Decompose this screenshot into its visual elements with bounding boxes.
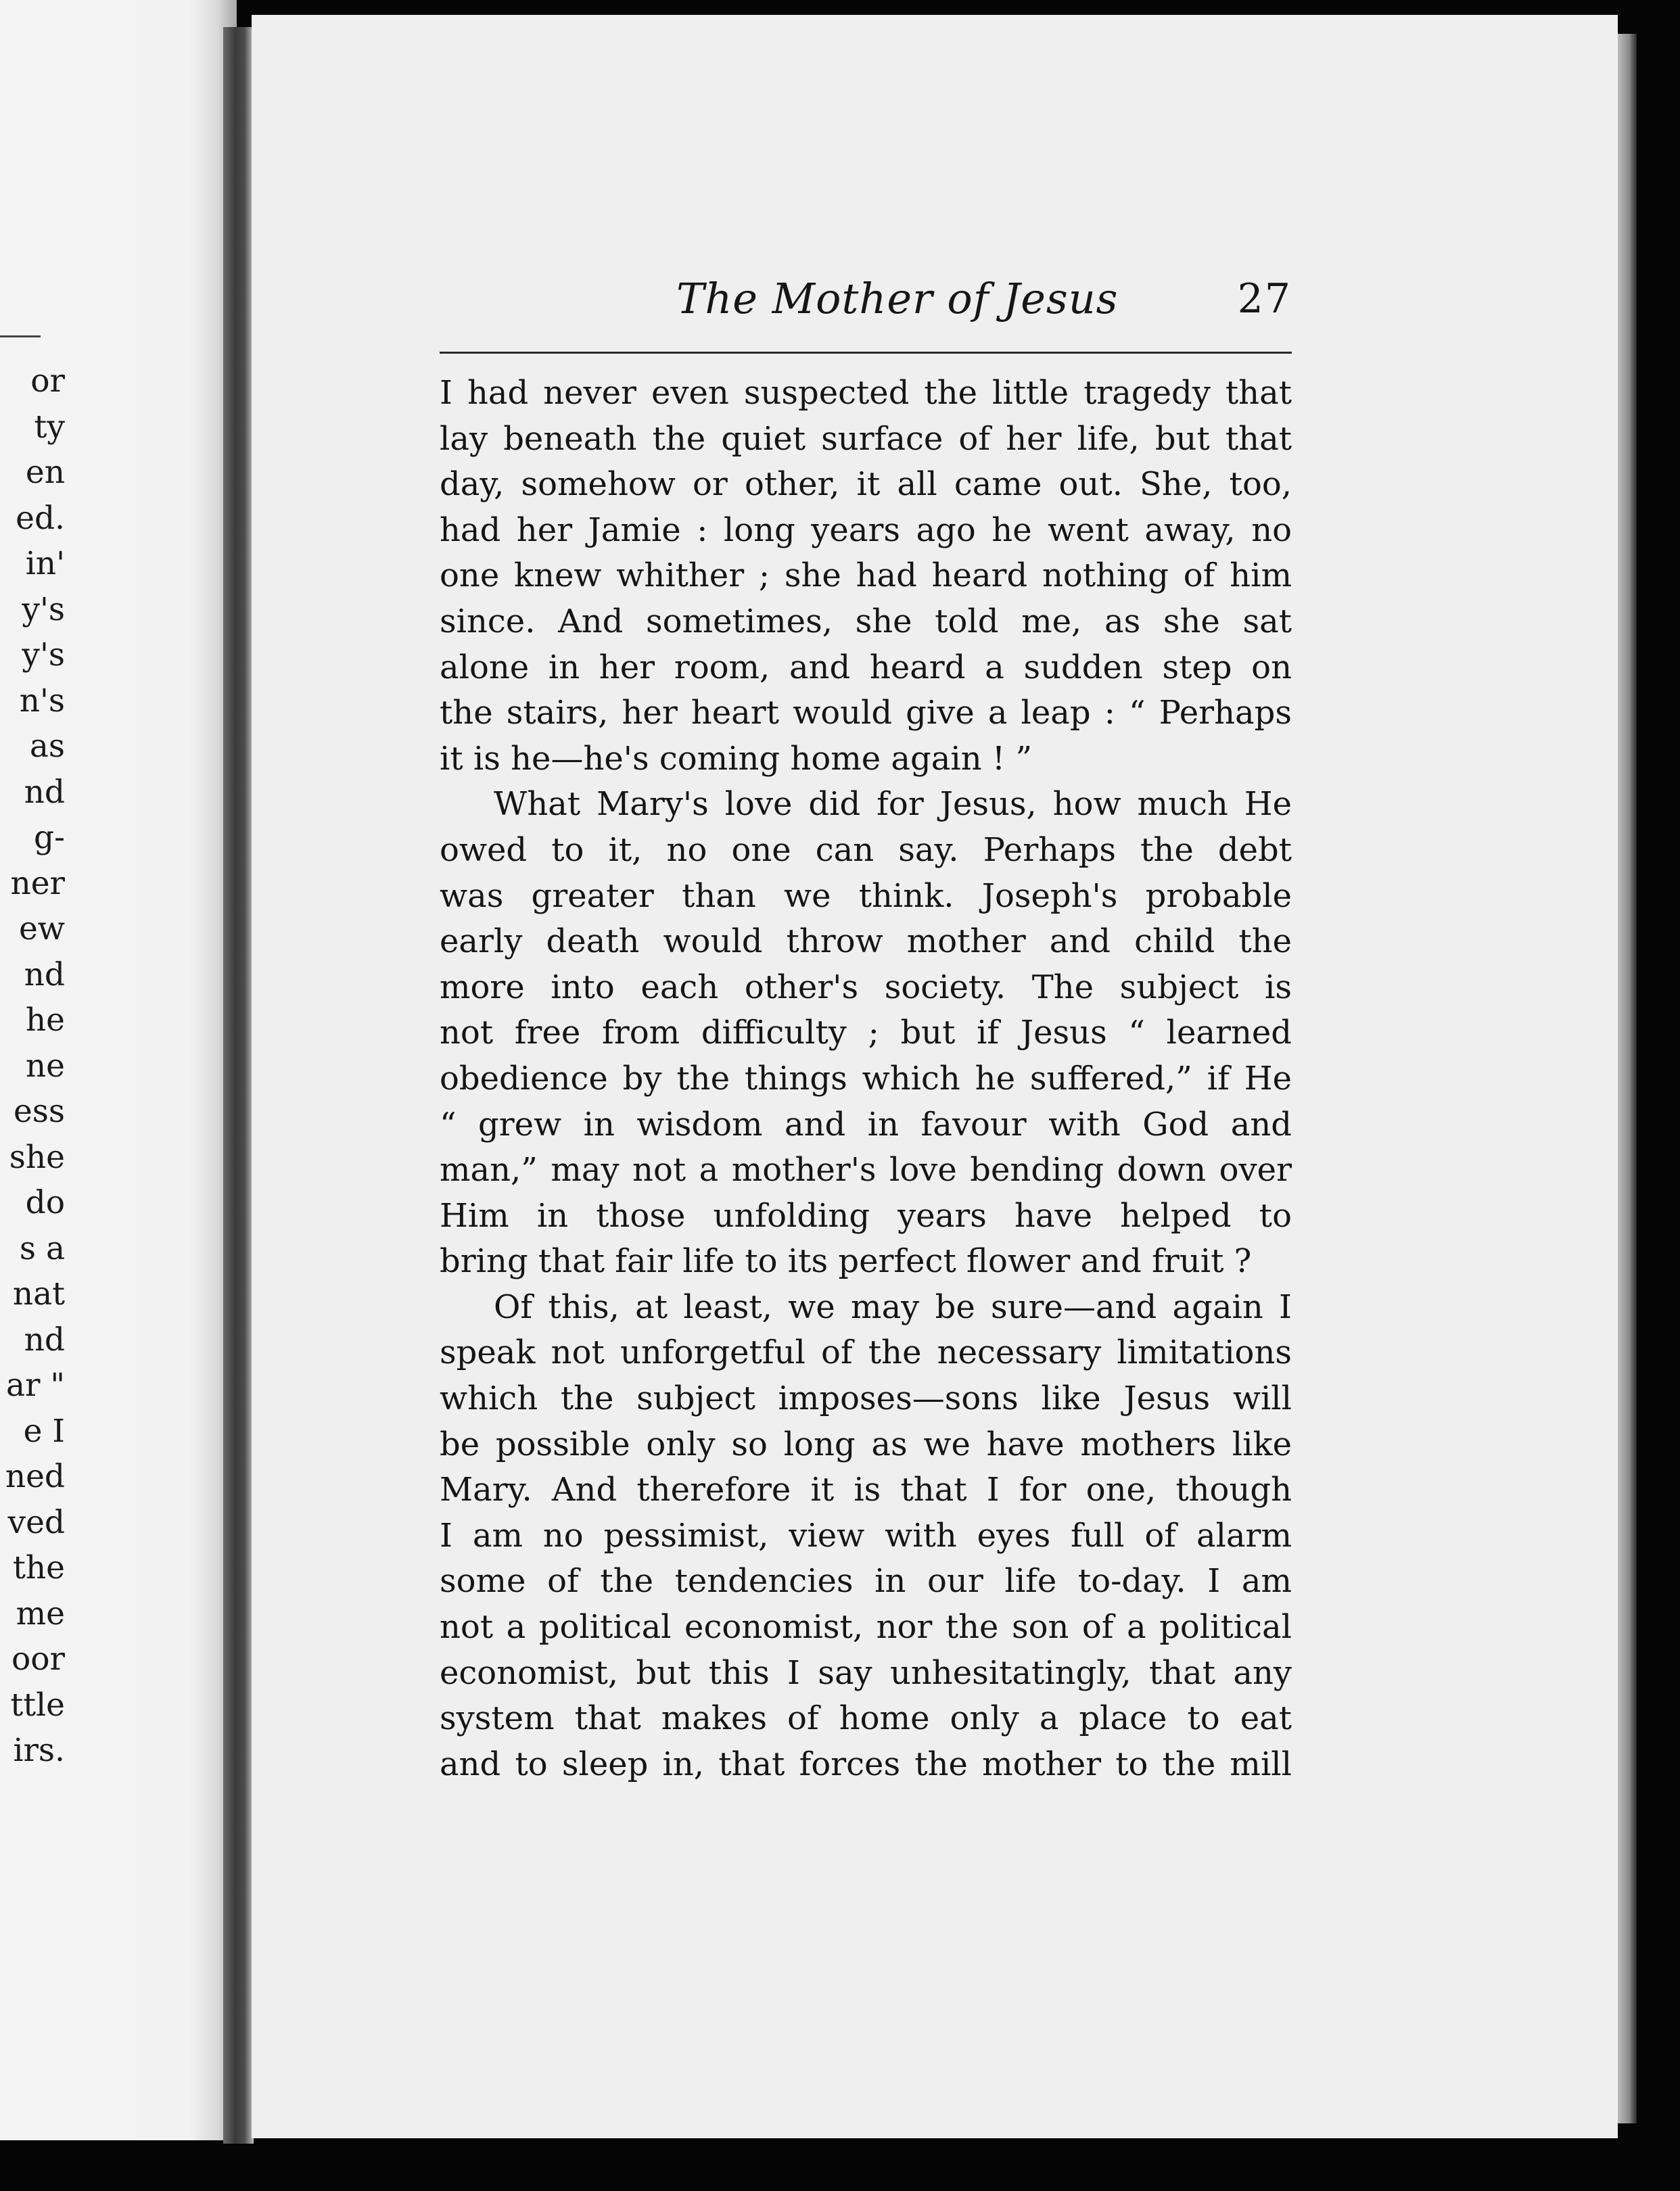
previous-page-fragment: ar ": [5, 1367, 65, 1404]
running-head-rule: [440, 352, 1292, 354]
previous-page-fragment: oor: [11, 1641, 65, 1678]
previous-page-fragment: he: [25, 1002, 65, 1039]
text-line: system that makes of home only a place to eat: [440, 1699, 1292, 1738]
previous-page-fragment: she: [9, 1138, 65, 1176]
previous-page-fragment: ttle: [10, 1686, 65, 1724]
previous-page-fragment: n's: [19, 682, 65, 720]
previous-page-fragment: do: [25, 1184, 65, 1221]
page-edge: [1618, 34, 1637, 2123]
previous-page-fragment: s a: [19, 1229, 65, 1267]
text-line: was greater than we think. Joseph's probable: [440, 876, 1292, 915]
previous-page-fragment: the: [13, 1549, 65, 1586]
previous-page-fragment: ved: [7, 1503, 65, 1541]
text-line: speak not unforgetful of the necessary limitations: [440, 1334, 1292, 1372]
text-line: which the subject imposes—sons like Jesus will: [440, 1380, 1292, 1418]
previous-page: [0, 0, 237, 2140]
text-line: I am no pessimist, view with eyes full of alarm: [440, 1516, 1292, 1555]
text-line: What Mary's love did for Jesus, how much He: [494, 785, 1292, 824]
previous-page-fragment: ne: [25, 1047, 65, 1085]
page-number: 27: [1237, 275, 1292, 323]
text-line: obedience by the things which he suffered,” if He: [440, 1059, 1292, 1098]
text-line: it is he—he's coming home again ! ”: [440, 739, 1032, 778]
text-line: economist, but this I say unhesitatingly, that any: [440, 1653, 1292, 1692]
text-line: early death would throw mother and child the: [440, 922, 1292, 961]
text-line: not a political economist, nor the son of a political: [440, 1608, 1292, 1647]
running-head: [440, 274, 1292, 335]
paragraph: [440, 371, 1292, 782]
previous-page-fragment: ner: [10, 864, 65, 902]
text-line: lay beneath the quiet surface of her life, but that: [440, 419, 1292, 458]
previous-page-fragment: nat: [12, 1275, 65, 1313]
text-line: Of this, at least, we may be sure—and again I: [494, 1288, 1292, 1326]
text-line: “ grew in wisdom and in favour with God and: [440, 1105, 1292, 1144]
text-line: Mary. And therefore it is that I for one, though: [440, 1471, 1292, 1509]
previous-page-fragment: ess: [13, 1093, 65, 1130]
paragraph: [440, 1285, 1292, 1788]
previous-page-text-fragments: [0, 358, 65, 1774]
previous-page-fragment: ew: [18, 910, 65, 947]
text-line: and to sleep in, that forces the mother to the mill: [440, 1745, 1292, 1783]
text-line: the stairs, her heart would give a leap : “ Perhaps: [440, 694, 1292, 732]
running-head-title: The Mother of Jesus: [676, 274, 1119, 323]
text-line: one knew whither ; she had heard nothing of him: [440, 557, 1292, 595]
text-line: day, somehow or other, it all came out. She, too,: [440, 465, 1292, 504]
previous-page-fragment: ned: [5, 1458, 65, 1495]
text-line: not free from difficulty ; but if Jesus “ learned: [440, 1014, 1292, 1052]
previous-page-fragment: ed.: [16, 499, 65, 537]
previous-page-fragment: ty: [34, 408, 65, 446]
text-line: bring that fair life to its perfect flower and fruit ?: [440, 1242, 1252, 1281]
book-gutter: [223, 27, 254, 2144]
previous-page-fragment: irs.: [13, 1732, 65, 1769]
text-line: man,” may not a mother's love bending down over: [440, 1151, 1292, 1189]
previous-page-fragment: g-: [34, 819, 65, 856]
text-line: I had never even suspected the little tragedy that: [440, 374, 1292, 412]
previous-page-fragment: e I: [23, 1412, 65, 1450]
text-line: some of the tendencies in our life to-day. I am: [440, 1562, 1292, 1601]
previous-page-fragment: or: [30, 362, 65, 400]
previous-page-fragment: nd: [24, 956, 65, 993]
previous-page-fragment: y's: [22, 636, 65, 674]
previous-page-fragment: nd: [24, 1321, 65, 1359]
previous-page-fragment: as: [29, 728, 65, 765]
previous-page-fragment: en: [25, 454, 65, 491]
text-line: owed to it, no one can say. Perhaps the debt: [440, 830, 1292, 869]
text-line: had her Jamie : long years ago he went away, no: [440, 511, 1292, 549]
previous-page-fragment: me: [16, 1595, 65, 1632]
previous-page-fragment: nd: [24, 773, 65, 811]
previous-page-fragment: in': [25, 545, 65, 582]
text-line: Him in those unfolding years have helped to: [440, 1196, 1292, 1235]
body-text: [440, 371, 1292, 1787]
text-line: alone in her room, and heard a sudden step on: [440, 648, 1292, 686]
text-line: be possible only so long as we have mothers like: [440, 1425, 1292, 1463]
previous-page-head-rule: [0, 335, 41, 337]
paragraph: [440, 782, 1292, 1285]
previous-page-fragment: y's: [22, 590, 65, 628]
text-line: since. And sometimes, she told me, as she sat: [440, 602, 1292, 640]
text-line: more into each other's society. The subject is: [440, 968, 1292, 1006]
